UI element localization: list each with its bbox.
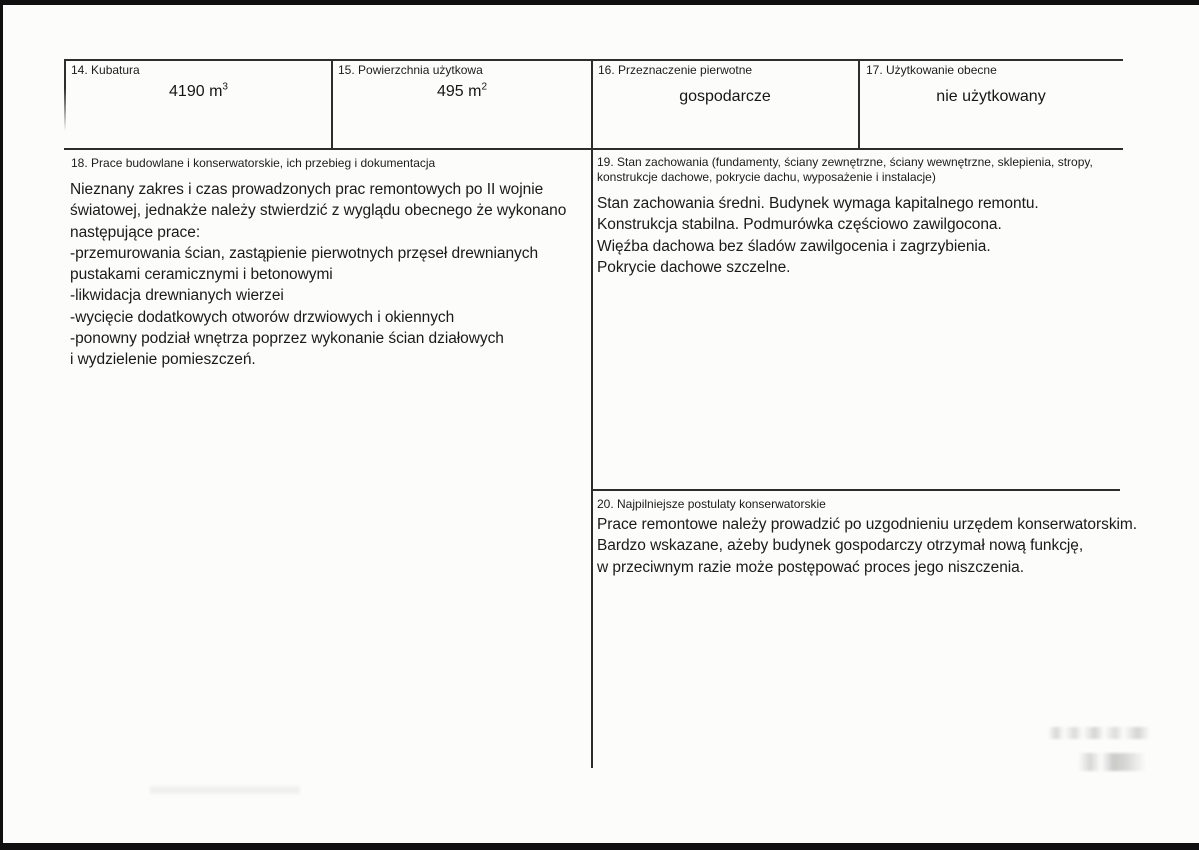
field-18-prace-text bbox=[70, 179, 618, 371]
field-17-uzytkowanie-value: nie użytkowany bbox=[936, 88, 1046, 105]
field-16-przeznaczenie-value: gospodarcze bbox=[679, 88, 771, 105]
field-15-powierzchnia-label: 15. Powierzchnia użytkowa bbox=[338, 63, 483, 77]
kubatura-number: 4190 m bbox=[169, 83, 223, 100]
scan-smudge-artifact bbox=[150, 786, 300, 794]
table-border-row1-bottom bbox=[64, 148, 1123, 150]
text-line: i wydzielenie pomieszczeń. bbox=[70, 351, 256, 369]
field-16-przeznaczenie-label: 16. Przeznaczenie pierwotne bbox=[598, 63, 753, 77]
text-line: Konstrukcja stabilna. Podmurówka częściowo zawilgocona. bbox=[597, 216, 1002, 234]
text-line: Stan zachowania średni. Budynek wymaga kapitalnego remontu. bbox=[597, 195, 1039, 212]
text-line: -likwidacja drewnianych wierzei bbox=[70, 287, 284, 305]
text-line: -przemurowania ścian, zastąpienie pierwotnych przęseł drewnianych bbox=[70, 244, 539, 262]
text-line: konstrukcje dachowe, pokrycie dachu, wyposażenie i instalacje) bbox=[597, 169, 936, 184]
text-line: Pokrycie dachowe szczelne. bbox=[597, 258, 791, 276]
field-15-powierzchnia-value bbox=[333, 83, 591, 101]
table-border-section20-top bbox=[592, 489, 1120, 491]
text-line: następujące prace: bbox=[70, 223, 201, 241]
text-line: 19. Stan zachowania (fundamenty, ściany zewnętrzne, ściany wewnętrzne, sklepienia, stropy, bbox=[597, 155, 1093, 169]
text-line: Bardzo wskazane, ażeby budynek gospodarczy otrzymał nową funkcję, bbox=[597, 537, 1084, 555]
table-divider-14-15 bbox=[331, 59, 333, 150]
field-17-uzytkowanie-label: 17. Użytkowanie obecne bbox=[866, 63, 997, 77]
text-line: -ponowny podział wnętrza poprzez wykonanie ścian działowych bbox=[70, 330, 504, 348]
text-line: -wycięcie dodatkowych otworów drzwiowych i okiennych bbox=[70, 308, 455, 326]
field-18-prace-label: 18. Prace budowlane i konserwatorskie, ich przebieg i dokumentacja bbox=[71, 156, 436, 170]
scan-edge-bottom bbox=[0, 843, 1199, 850]
table-border-top bbox=[64, 59, 1123, 61]
field-14-kubatura-label: 14. Kubatura bbox=[71, 63, 140, 77]
field-19-stan-label bbox=[597, 155, 1124, 184]
text-line: pustakami ceramicznymi i betonowymi bbox=[70, 266, 333, 284]
powierzchnia-unit-exponent: 2 bbox=[481, 81, 488, 93]
text-line: w przeciwnym razie może postępować proces jego niszczenia. bbox=[597, 558, 1024, 576]
field-19-stan-text bbox=[597, 193, 1129, 278]
text-line: Więźba dachowa bez śladów zawilgocenia i zagrzybienia. bbox=[597, 237, 991, 255]
powierzchnia-number: 495 m bbox=[436, 83, 482, 100]
scan-edge-top bbox=[0, 0, 1199, 5]
field-14-kubatura-value bbox=[66, 83, 331, 101]
field-20-postulaty-label: 20. Najpilniejsze postulaty konserwatorskie bbox=[597, 497, 826, 511]
scan-edge-left bbox=[0, 0, 3, 850]
field-20-postulaty-text bbox=[597, 514, 1142, 578]
text-line: Nieznany zakres i czas prowadzonych prac remontowych po II wojnie bbox=[70, 181, 544, 198]
text-line: Prace remontowe należy prowadzić po uzgodnieniu urzędem konserwatorskim. bbox=[597, 516, 1138, 533]
text-line: światowej, jednakże należy stwierdzić z wyglądu obecnego że wykonano bbox=[70, 202, 567, 220]
scan-smudge-artifact bbox=[1048, 727, 1150, 739]
table-divider-center-column bbox=[591, 59, 593, 768]
kubatura-unit-exponent: 3 bbox=[222, 81, 228, 93]
scan-smudge-artifact bbox=[1078, 753, 1146, 771]
